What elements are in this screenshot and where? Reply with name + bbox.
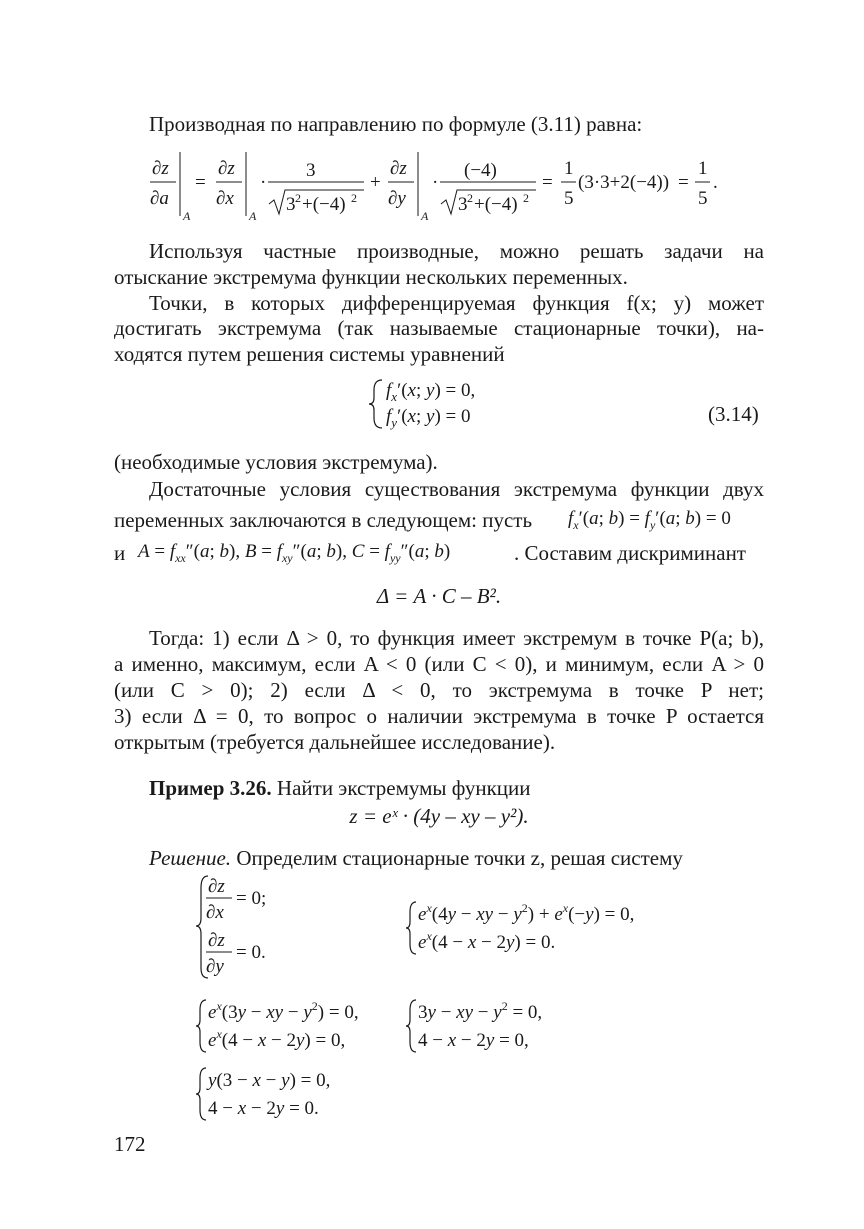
text-line-8: Достаточные условия существования экстремума функции двух <box>149 477 764 501</box>
text-line-2: Используя частные производные, можно решать задачи на <box>149 239 764 263</box>
svg-text:fy′(x; y) = 0: $f_y'(x$; y) = 0 <box>386 406 471 430</box>
example-text: Найти экстремумы функции <box>276 776 531 800</box>
system-exponential-1 <box>406 898 696 958</box>
directional-derivative-formula <box>148 146 718 226</box>
text-line-15: открытым (требуется дальнейшее исследование). <box>114 730 556 754</box>
svg-text:fx′(a; b) = fy′(a; b) = 0: $f_x'(a$; $b) = f_y'(a$; b) = 0 <box>568 508 731 532</box>
svg-text:A: A <box>421 209 429 223</box>
text-line-13: (или C > 0); 2) если Δ < 0, то экстремума в точке P нет; <box>114 678 764 702</box>
svg-text:·: · <box>260 172 267 193</box>
svg-text:∂z: ∂z <box>208 930 225 951</box>
svg-text:=: = <box>542 172 553 193</box>
svg-text:(−4): (−4) <box>464 160 497 181</box>
svg-text:= 0;: = 0; <box>236 888 267 909</box>
system-3-14 <box>368 376 528 432</box>
svg-text:∂x: ∂x <box>206 902 224 923</box>
text-line-10-rest: . Составим дискриминант <box>514 541 746 565</box>
page-number-text: 172 <box>114 1132 146 1156</box>
system-exponential-2 <box>196 996 396 1056</box>
svg-text:∂z: ∂z <box>208 876 225 897</box>
svg-text:∂z: ∂z <box>218 158 235 179</box>
solution-text: Определим стационарные точки z, решая систему <box>236 846 683 870</box>
svg-text:A: A <box>249 209 257 223</box>
svg-text:A = fxx″(a; b), B = fxy″(a;: $A = f_{xx}''(a$; b), $B = f_{xy}''(a$; b), $C = f_{yy}''(a$; b) <box>138 541 451 565</box>
svg-text:·: · <box>432 172 439 193</box>
text-line-11: Тогда: 1) если Δ > 0, то функция имеет экстремум в точке P(a; b), <box>149 626 764 650</box>
svg-text:2: 2 <box>351 191 357 205</box>
function-formula: z = eˣ · (4y – xy – y²). <box>349 804 529 828</box>
svg-text:2: 2 <box>295 191 301 205</box>
text-line-12: а именно, максимум, если A < 0 (или C < 0), и минимум, если A > 0 <box>114 652 764 676</box>
system-factored <box>196 1064 376 1124</box>
svg-text:2: 2 <box>467 191 473 205</box>
svg-text:ex(4y − xy − y2) + ex(−y) = 0,: $e^x(4y$ − xy − $y^2) + e^x(-y) = 0$, <box>418 901 635 925</box>
svg-text:3: 3 <box>286 194 296 215</box>
text-line-3: отыскание экстремума функции нескольких переменных. <box>114 265 628 289</box>
svg-text:5: 5 <box>564 188 574 209</box>
equation-number: (3.14) <box>708 402 759 426</box>
svg-text:ex(4 − x − 2y) = 0,: $e^x(4 - x - 2y) = 0$, <box>208 1027 346 1051</box>
svg-text:=: = <box>678 172 689 193</box>
condition-formula <box>564 502 764 534</box>
svg-text:ex(3y − xy − y2) = 0,: $e^x(3y$ − xy − $y^2) = 0$, <box>208 999 359 1023</box>
svg-text:∂z: ∂z <box>152 158 169 179</box>
text-line-6: ходятся путем решения системы уравнений <box>114 342 505 366</box>
svg-text:+(−4): +(−4) <box>302 194 346 215</box>
svg-text:2: 2 <box>523 191 529 205</box>
text-line-14: 3) если Δ = 0, то вопрос о наличии экстремума в точке P остается <box>114 704 764 728</box>
system-partials <box>196 872 316 982</box>
text-line-9: переменных заключаются в следующем: пусть <box>114 508 533 532</box>
text-line-5: достигать экстремума (так называемые стационарные точки), на- <box>114 316 764 340</box>
svg-text:4 − x − 2y = 0,: 4 − x − 2y = 0, <box>418 1030 529 1051</box>
svg-text:y(3 − x − y) = 0,: y(3 − x − y) = 0, <box>208 1070 331 1091</box>
example-line <box>149 776 530 800</box>
svg-text:(3·3+2(−4)): (3·3+2(−4)) <box>578 172 670 193</box>
svg-text:∂x: ∂x <box>216 188 234 209</box>
svg-text:A: A <box>183 209 191 223</box>
solution-line <box>149 846 683 870</box>
text-line-4: Точки, в которых дифференцируемая функция f(x; y) может <box>149 291 764 315</box>
solution-label: Решение. <box>149 846 232 870</box>
svg-text:3: 3 <box>458 194 468 215</box>
svg-text:3: 3 <box>306 160 316 181</box>
svg-text:+: + <box>370 172 381 193</box>
text-line-1: Производная по направлению по формуле (3.11) равна: <box>149 112 643 136</box>
svg-text:+(−4): +(−4) <box>474 194 518 215</box>
svg-text:fx′(x; y) = 0,: $f_x'(x$; y) = 0, <box>386 380 476 404</box>
svg-text:3y − xy − y2 = 0,: 3y − xy − $y^2 = 0$, <box>418 999 543 1023</box>
svg-text:∂y: ∂y <box>206 956 224 977</box>
text-line-7: (необходимые условия экстремума). <box>114 450 438 474</box>
svg-text:∂a: ∂a <box>150 188 169 209</box>
svg-text:4 − x − 2y = 0.: 4 − x − 2y = 0. <box>208 1098 319 1119</box>
example-label: Пример 3.26. <box>149 776 272 800</box>
svg-text:5: 5 <box>698 188 708 209</box>
abc-formula <box>134 535 524 567</box>
text-line-10-and: и <box>114 541 126 565</box>
svg-text:= 0.: = 0. <box>236 942 266 963</box>
svg-text:∂z: ∂z <box>390 158 407 179</box>
svg-text:.: . <box>713 172 718 193</box>
svg-text:1: 1 <box>698 158 708 179</box>
svg-text:∂y: ∂y <box>388 188 406 209</box>
discriminant-formula: Δ = A · C – B². <box>376 584 502 608</box>
svg-text:=: = <box>195 172 206 193</box>
svg-text:1: 1 <box>564 158 574 179</box>
system-reduced <box>406 996 586 1056</box>
svg-text:ex(4 − x − 2y) = 0.: $e^x(4 - x - 2y) = 0$. <box>418 929 556 953</box>
